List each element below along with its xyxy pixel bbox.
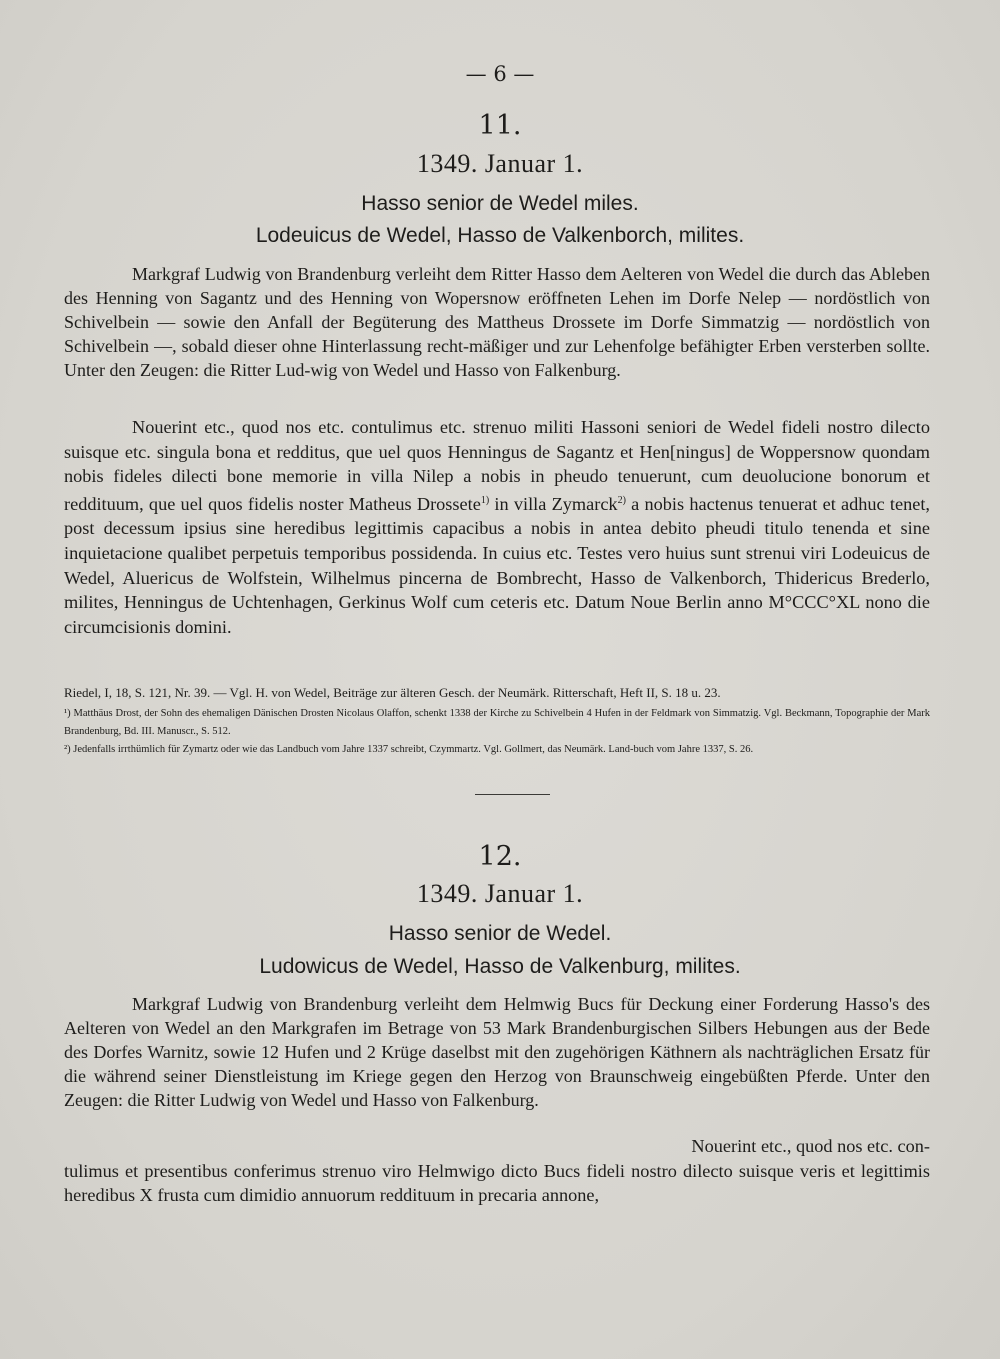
doc-11-number: 11. bbox=[478, 110, 522, 141]
section-divider bbox=[475, 794, 550, 795]
doc-12-latin-start: Nouerint etc., quod nos etc. con- bbox=[691, 1136, 930, 1156]
doc-11-regest-block bbox=[64, 262, 930, 382]
doc-11-latin-block bbox=[64, 415, 930, 639]
doc-12-number: 12. bbox=[478, 841, 522, 872]
doc-12-date: 1349. Januar 1. bbox=[416, 879, 584, 908]
doc-11-latin-part-a: Nouerint etc., quod nos etc. contulimus etc. strenuo militi Hassoni seniori de Wedel fideli nostro dilecto suisque etc. singula bona et redditus, que uel quos Henningus de Sagantz et Hen[ningus] de Woppersnow quondam nobis fideles dilecti bone memorie in villa Nilep a nobis in pheudo tenuerunt, cum deuolucione bonorum et reddituum, que uel quos fidelis noster Matheus Drossete bbox=[64, 417, 930, 514]
doc-11-title-primary: Hasso senior de Wedel miles. bbox=[361, 192, 639, 215]
doc-12-latin-block bbox=[64, 1134, 930, 1208]
doc-11-title-secondary: Lodeuicus de Wedel, Hasso de Valkenborch, milites. bbox=[255, 224, 745, 247]
footnote-ref-2: 2) bbox=[617, 494, 626, 506]
footnote-ref-1: 1) bbox=[480, 494, 490, 506]
doc-11-latin-part-b: in villa Zymarck bbox=[489, 493, 618, 514]
doc-11-regest: Markgraf Ludwig von Brandenburg verleiht dem Ritter Hasso dem Aelteren von Wedel die durch das Ableben des Henning von Sagantz und des Henning von Wopersnow eröffneten Lehen im Dorfe Nelep — nordöstlich von Schivelbein — sowie den Anfall der Begüterung des Mattheus Drossete im Dorfe Simmatzig — nordöstlich von Schivelbein —, sobald dieser ohne Hinterlassung recht-mäßiger und zur Lehenfolge befähigter Erben versterben sollte. Unter den Zeugen: die Ritter Lud-wig von Wedel und Hasso von Falkenburg. bbox=[64, 264, 930, 380]
doc-12-regest: Markgraf Ludwig von Brandenburg verleiht dem Helmwig Bucs für Deckung einer Forderung Hasso's des Aelteren von Wedel an den Markgrafen im Betrage von 53 Mark Brandenburgischen Silbers Hebungen aus der Bede des Dorfes Warnitz, sowie 12 Hufen und 2 Krüge daselbst mit den zugehörigen Käthnern als nachträglichen Ersatz für die während seiner Dienstleistung im Kriege gegen den Herzog von Braunschweig eingebüßten Pferde. Unter den Zeugen: die Ritter Ludwig von Wedel und Hasso von Falkenburg. bbox=[64, 994, 930, 1110]
doc-12-title-secondary: Ludowicus de Wedel, Hasso de Valkenburg, milites. bbox=[259, 955, 741, 978]
doc-11-notes-block bbox=[64, 683, 930, 759]
page-number: — 6 — bbox=[465, 62, 535, 86]
doc-11-source-reference: Riedel, I, 18, S. 121, Nr. 39. — Vgl. H. von Wedel, Beiträge zur älteren Gesch. der Neumärk. Ritterschaft, Heft II, S. 18 u. 23. bbox=[64, 685, 721, 700]
doc-11-latin-text bbox=[64, 415, 930, 639]
doc-12-title-primary: Hasso senior de Wedel. bbox=[388, 922, 612, 945]
doc-12-latin-text: tulimus et presentibus conferimus strenuo viro Helmwigo dicto Bucs fideli nostro dilecto suisque veris et legittimis heredibus X frusta cum dimidio annuorum reddituum in precaria annone, bbox=[64, 1160, 930, 1206]
doc-11-footnote-2: ²) Jedenfalls irrthümlich für Zymartz oder wie das Landbuch vom Jahre 1337 schreibt, Czymmartz. Vgl. Gollmert, das Neumärk. Land-buch vom Jahre 1337, S. 26. bbox=[64, 744, 754, 755]
doc-11-latin-part-c: a nobis hactenus tenuerat et adhuc tenet, post decessum ipsius sine heredibus legittimis capacibus a nobis in antea debito pheudi titulo tenenda et sine inquietacione qualibet perpetuis temporibus possidenda. In cuius etc. Testes vero huius sunt strenui viri Lodeuicus de Wedel, Aluericus de Wolfstein, Wilhelmus pincerna de Bombrecht, Hasso de Valkenborch, Thidericus Brederlo, milites, Henningus de Uchtenhagen, Gerkinus Wolf cum ceteris etc. Datum Noue Berlin anno M°CCC°XL nono die circumcisionis domini. bbox=[64, 493, 930, 637]
doc-11-footnote-1: ¹) Matthäus Drost, der Sohn des ehemaligen Dänischen Drosten Nicolaus Olaffon, schenkt 1338 der Kirche zu Schivelbein 4 Hufen in der Feldmark von Simmatzig. Vgl. Beckmann, Topographie der Mark Brandenburg, Bd. III. Manuscr., S. 512. bbox=[64, 708, 930, 737]
doc-12-regest-block bbox=[64, 992, 930, 1112]
doc-11-date: 1349. Januar 1. bbox=[416, 149, 584, 178]
